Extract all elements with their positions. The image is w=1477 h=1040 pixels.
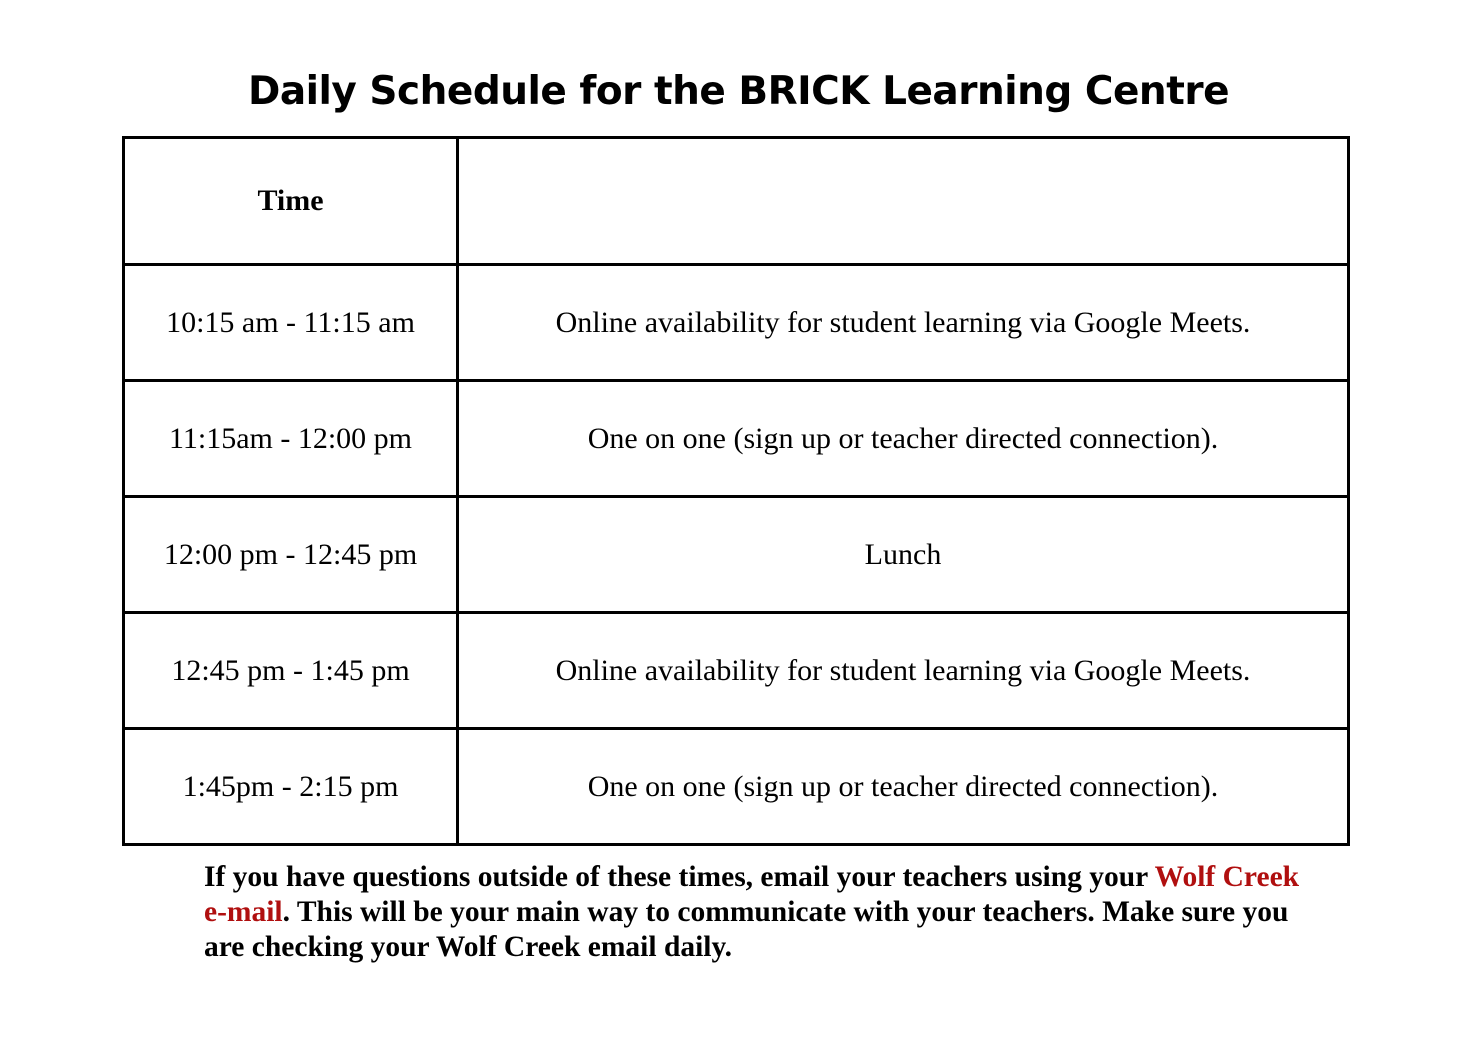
schedule-table — [122, 136, 1350, 846]
table-row — [124, 729, 1349, 845]
activity-cell: Online availability for student learning via Google Meets. — [458, 265, 1349, 381]
contact-note — [204, 860, 1314, 965]
table-row — [124, 613, 1349, 729]
activity-cell: Lunch — [458, 497, 1349, 613]
table-row — [124, 265, 1349, 381]
activity-cell: One on one (sign up or teacher directed connection). — [458, 729, 1349, 845]
time-cell: 12:00 pm - 12:45 pm — [124, 497, 458, 613]
note-text-start: If you have questions outside of these times, email your teachers using your — [204, 861, 1155, 893]
time-cell: 12:45 pm - 1:45 pm — [124, 613, 458, 729]
activity-cell: One on one (sign up or teacher directed connection). — [458, 381, 1349, 497]
table-header-row — [124, 138, 1349, 265]
table-row — [124, 497, 1349, 613]
activity-cell: Online availability for student learning via Google Meets. — [458, 613, 1349, 729]
time-cell: 10:15 am - 11:15 am — [124, 265, 458, 381]
note-text-end: . This will be your main way to communicate with your teachers. Make sure you are checking your Wolf Creek email daily. — [204, 896, 1289, 963]
header-time: Time — [124, 138, 458, 265]
email-highlight: Wolf Creek e-mail — [204, 861, 1300, 928]
time-cell: 1:45pm - 2:15 pm — [124, 729, 458, 845]
header-activity — [458, 138, 1349, 265]
time-cell: 11:15am - 12:00 pm — [124, 381, 458, 497]
page-title: Daily Schedule for the BRICK Learning Centre — [247, 69, 1230, 114]
table-row — [124, 381, 1349, 497]
